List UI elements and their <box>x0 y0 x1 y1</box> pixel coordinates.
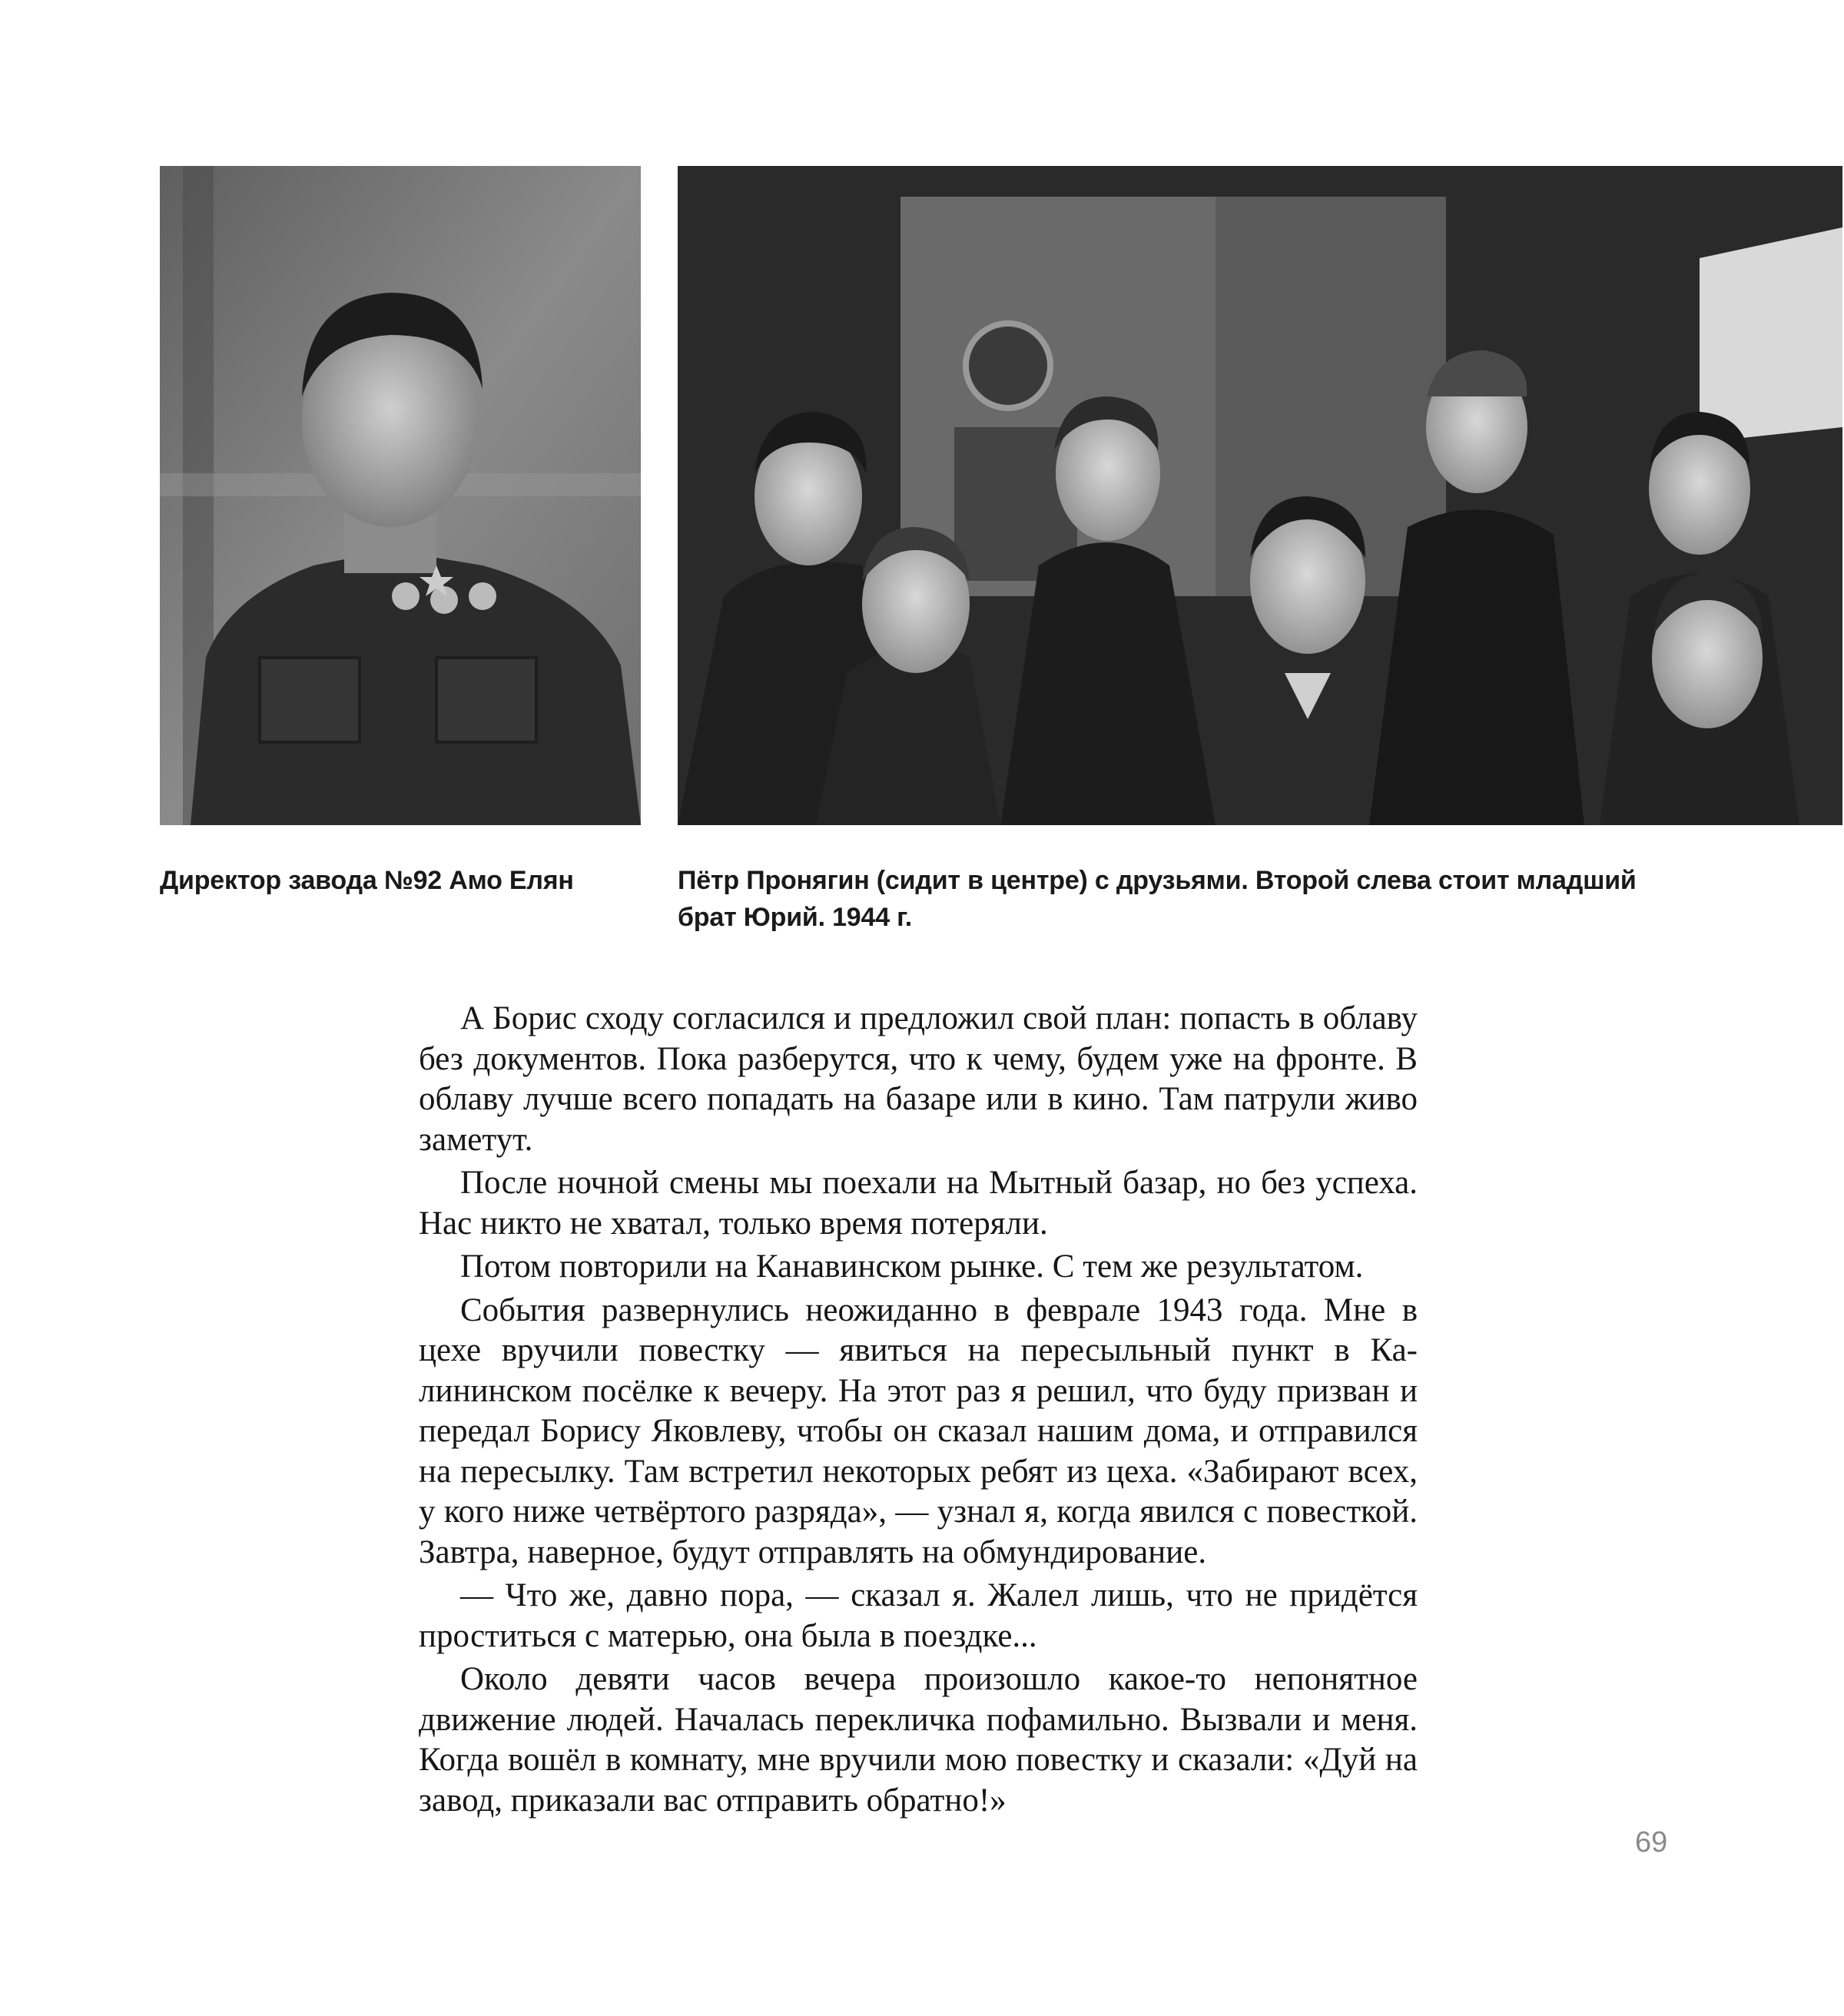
page-number: 69 <box>1635 1826 1668 1858</box>
group-photo <box>678 166 1842 825</box>
body-paragraph: События развернулись неожиданно в феврале 1943 года. Мне в цехе вручили повестку — явиться на пересыльный пункт в Калининском посёлке к вечеру. На этот раз я решил, что буду призван и передал Борису Яковлеву, чтобы он сказал нашим дома, и отправился на пересылку. Там встретил некоторых ребят из цеха. «Забирают всех, у кого ниже четвёртого разряда», — узнал я, когда явился с повесткой. Завтра, наверное, будут отправлять на обмундирование. <box>419 1292 1418 1570</box>
body-paragraph: Около девяти часов вечера произошло какое-то непонятное движение людей. Началась перекличка пофамильно. Вызвали и меня. Когда вошёл в комнату, мне вручили мою повестку и сказали: «Дуй на завод, приказали вас отправить обратно!» <box>419 1661 1418 1819</box>
director-portrait-image <box>160 166 641 825</box>
body-paragraph: — Что же, давно пора, — сказал я. Жалел лишь, что не придётся проститься с матерью, она была в поездке... <box>419 1577 1418 1654</box>
caption-group-photo: Пётр Пронягин (сидит в центре) с друзьями. Второй слева стоит младший брат Юрий. 1944 г. <box>678 866 1637 932</box>
body-paragraph: Потом повторили на Канавинском рынке. С тем же результатом. <box>460 1248 1364 1285</box>
director-portrait-photo <box>160 166 641 825</box>
caption-director: Директор завода №92 Амо Елян <box>160 866 574 895</box>
body-text <box>419 999 1418 1824</box>
body-paragraph: После ночной смены мы поехали на Мытный базар, но без успеха. Нас никто не хватал, только время потеряли. <box>419 1165 1418 1242</box>
group-photo-image <box>678 166 1842 825</box>
body-paragraph: А Борис сходу согласился и предложил свой план: попасть в облаву без документов. Пока разберутся, что к чему, будем уже на фронте. В облаву лучше всего попадать на базаре или в кино. Там патрули живо заметут. <box>419 1000 1418 1158</box>
